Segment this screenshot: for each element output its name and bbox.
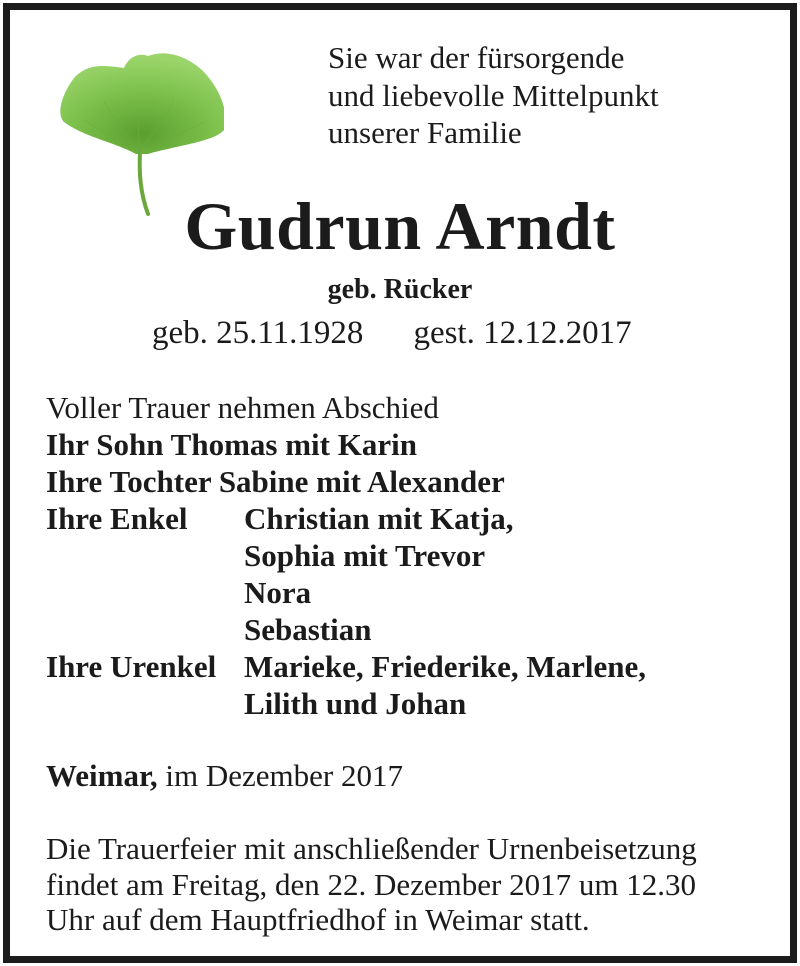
mourner-daughter: Ihre Tochter Sabine mit Alexander bbox=[46, 464, 505, 499]
funeral-notice-line: Die Trauerfeier mit anschließender Urnenbeisetzung bbox=[46, 831, 697, 866]
mourners-intro: Voller Trauer nehmen Abschied bbox=[46, 390, 439, 425]
date: im Dezember 2017 bbox=[165, 758, 403, 793]
maiden-name: geb. Rücker bbox=[327, 274, 473, 305]
grandchild-name: Sebastian bbox=[244, 612, 372, 647]
funeral-notice-line: findet am Freitag, den 22. Dezember 2017 um 12.30 bbox=[46, 866, 696, 902]
death-date: gest. 12.12.2017 bbox=[413, 315, 632, 351]
motto-line: und liebevolle Mittelpunkt bbox=[328, 77, 659, 113]
place-date bbox=[46, 757, 403, 794]
great-grandchildren-label: Ihre Urenkel bbox=[46, 649, 217, 684]
obituary-frame bbox=[3, 3, 797, 963]
birth-date: geb. 25.11.1928 bbox=[152, 315, 364, 351]
mourner-son: Ihr Sohn Thomas mit Karin bbox=[46, 427, 417, 462]
motto bbox=[328, 39, 659, 152]
great-grandchild-name: Lilith und Johan bbox=[244, 686, 467, 721]
great-grandchild-name: Marieke, Friederike, Marlene, bbox=[244, 649, 646, 684]
funeral-notice bbox=[46, 831, 697, 938]
motto-line: Sie war der fürsorgende bbox=[328, 40, 625, 75]
grandchildren-label: Ihre Enkel bbox=[46, 501, 188, 536]
life-dates bbox=[152, 315, 632, 352]
funeral-notice-line: Uhr auf dem Hauptfriedhof in Weimar statt. bbox=[46, 902, 590, 937]
grandchild-name: Christian mit Katja, bbox=[244, 501, 514, 536]
place: Weimar, bbox=[46, 758, 158, 793]
grandchild-name: Sophia mit Trevor bbox=[244, 538, 486, 573]
grandchild-name: Nora bbox=[244, 575, 312, 610]
motto-line: unserer Familie bbox=[328, 115, 522, 150]
deceased-name: Gudrun Arndt bbox=[184, 188, 616, 264]
